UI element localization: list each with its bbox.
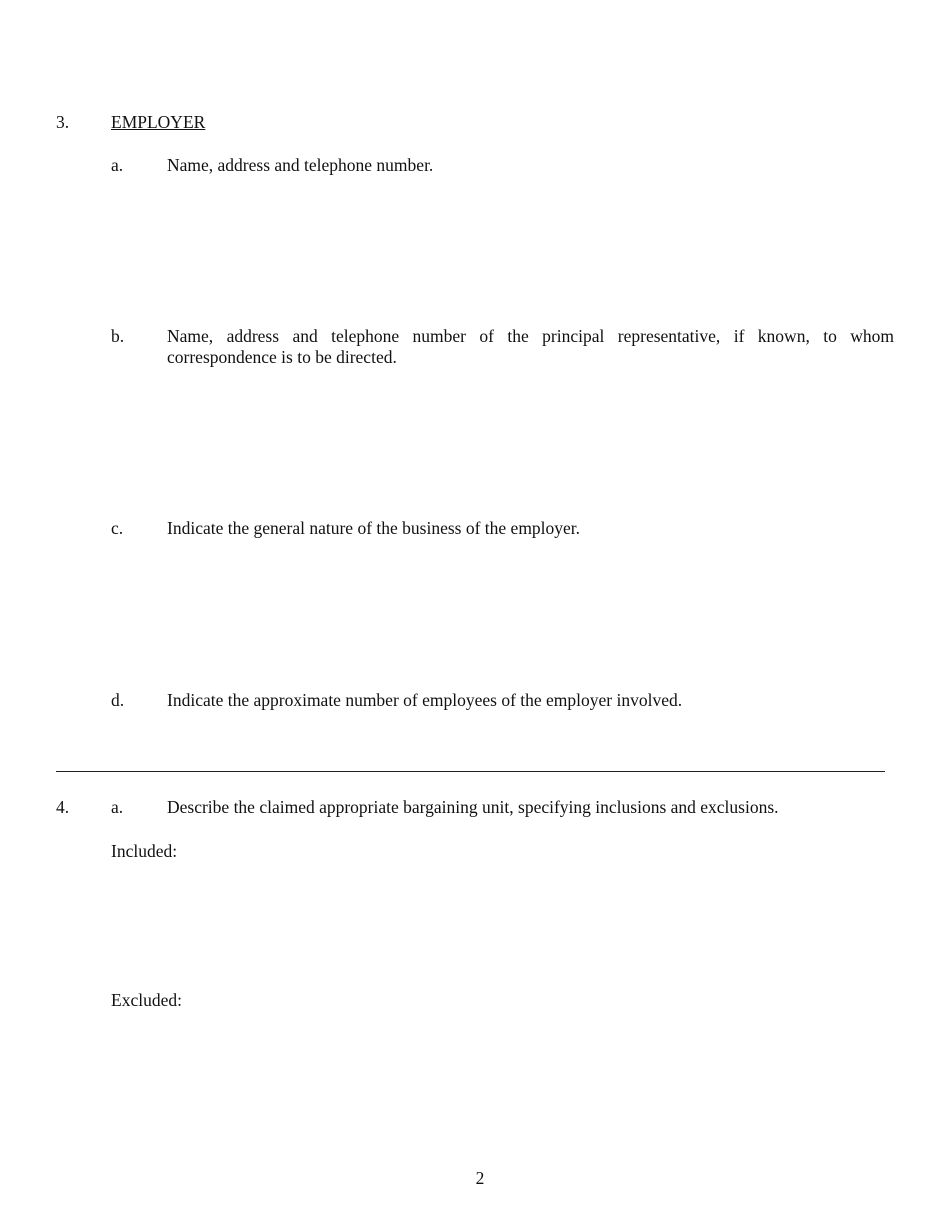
section-3a-letter: a. bbox=[111, 155, 124, 175]
section-3c-letter: c. bbox=[111, 518, 124, 538]
excluded-label: Excluded: bbox=[111, 990, 182, 1010]
section-4a-text: Describe the claimed appropriate bargaining unit, specifying inclusions and exclusions. bbox=[167, 797, 779, 817]
section-3b-letter: b. bbox=[111, 326, 125, 346]
section-3d-text: Indicate the approximate number of employees of the employer involved. bbox=[167, 690, 683, 710]
section-3-heading: EMPLOYER bbox=[111, 112, 206, 132]
section-3b-text: Name, address and telephone number of the principal representative, if known, to whom correspondence is to be directed. bbox=[167, 326, 894, 367]
section-3-number: 3. bbox=[56, 112, 70, 132]
included-label: Included: bbox=[111, 841, 178, 861]
section-3c-text: Indicate the general nature of the business of the employer. bbox=[167, 518, 581, 538]
section-4a-letter: a. bbox=[111, 797, 124, 817]
section-divider bbox=[56, 771, 885, 772]
section-3a-text: Name, address and telephone number. bbox=[167, 155, 434, 175]
page-number: 2 bbox=[475, 1168, 485, 1188]
section-4-number: 4. bbox=[56, 797, 70, 817]
section-3d-letter: d. bbox=[111, 690, 125, 710]
